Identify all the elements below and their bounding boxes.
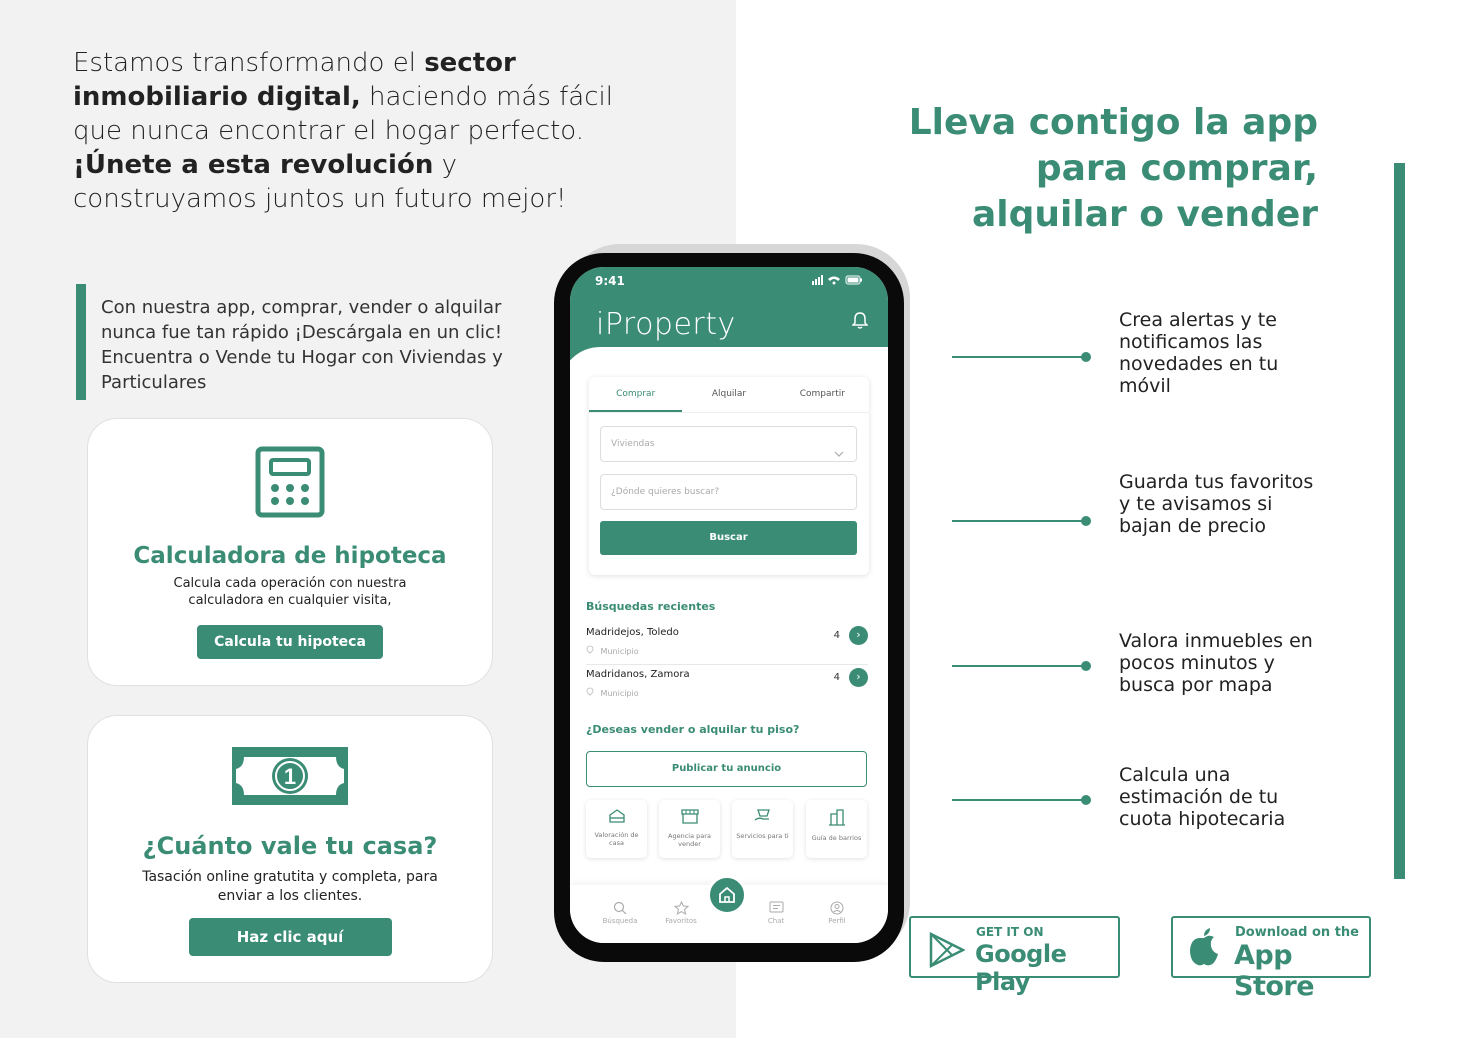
tile-selling-agency[interactable] <box>659 800 720 858</box>
tabbar-favorites-label: Favoritos <box>665 917 697 925</box>
search-icon <box>590 901 650 917</box>
arrow-right-icon[interactable]: › <box>849 626 868 645</box>
feature-favorites: Guarda tus favoritos y te avisamos si bajan de precio <box>1119 471 1314 537</box>
tabbar-chat[interactable] <box>746 901 806 925</box>
sell-rent-title: ¿Deseas vender o alquilar tu piso? <box>586 723 800 736</box>
tabbar-favorites[interactable] <box>651 901 711 925</box>
mortgage-title: Calculadora de hipoteca <box>133 543 447 569</box>
app-store-small: Download on the <box>1235 925 1359 940</box>
tile-label: Servicios para ti <box>736 832 789 840</box>
calculator-icon <box>255 446 325 522</box>
property-type-select[interactable] <box>600 426 857 462</box>
tabbar-profile[interactable] <box>807 901 867 925</box>
buildings-icon <box>806 808 867 830</box>
tile-label: Guía de barrios <box>811 834 862 842</box>
feature-connector <box>952 356 1086 358</box>
search-input[interactable]: ¿Dónde quieres buscar? <box>600 474 857 510</box>
search-card <box>589 377 869 575</box>
feature-alerts: Crea alertas y te notificamos las novedades en tu móvil <box>1119 309 1279 397</box>
house-value-text: Tasación online gratutita y completa, para enviar a los clientes. <box>142 869 438 904</box>
google-play-icon <box>929 932 965 972</box>
tile-label: Valoración de casa <box>594 831 639 847</box>
star-icon <box>651 901 711 917</box>
intro-text <box>73 46 633 216</box>
tab-buy[interactable]: Comprar <box>589 377 682 412</box>
banknote-icon <box>232 747 348 809</box>
apple-icon <box>1187 926 1221 972</box>
google-play-badge[interactable] <box>909 916 1120 996</box>
intro-part-2: haciendo más fácil que nunca encontrar el hogar perfecto. <box>73 82 613 146</box>
recent-count: 4 <box>833 672 840 683</box>
publish-listing-button[interactable]: Publicar tu anuncio <box>586 751 867 787</box>
feature-valuation: Valora inmuebles en pocos minutos y busca por mapa <box>1119 630 1313 696</box>
app-store-badge[interactable] <box>1171 916 1371 1002</box>
chat-icon <box>746 901 806 917</box>
tabbar-search-label: Búsqueda <box>602 917 638 925</box>
feature-dot <box>1081 352 1091 362</box>
app-quote: Con nuestra app, comprar, vender o alquilar nunca fue tan rápido ¡Descárgala en un clic! Encuentra o Vende tu Hogar con Viviendas y Particulares <box>76 284 536 400</box>
click-here-button[interactable]: Haz clic aquí <box>189 918 392 956</box>
feature-connector <box>952 665 1086 667</box>
house-value-icon <box>586 808 647 827</box>
tile-house-valuation[interactable] <box>586 800 647 858</box>
home-icon <box>710 878 744 912</box>
feature-dot <box>1081 661 1091 671</box>
app-store-big: App Store <box>1234 940 1315 1002</box>
mortgage-card <box>87 418 493 686</box>
mortgage-text: Calcula cada operación con nuestra calculadora en cualquier visita, <box>173 576 407 608</box>
property-type-value: Viviendas <box>611 439 655 449</box>
user-icon <box>807 901 867 917</box>
home-button[interactable] <box>707 875 747 915</box>
feature-dot <box>1081 795 1091 805</box>
bottom-tabbar <box>570 885 888 943</box>
recent-sub-label: Municipio <box>600 689 639 698</box>
tab-rent[interactable]: Alquilar <box>711 389 747 399</box>
operation-tabs <box>589 377 869 413</box>
hand-services-icon <box>732 808 793 828</box>
status-icons <box>812 274 864 289</box>
accent-bar <box>1394 163 1405 879</box>
headline: Lleva contigo la app para comprar, alquilar o vender <box>908 102 1318 235</box>
house-value-title: ¿Cuánto vale tu casa? <box>142 832 438 860</box>
pin-icon <box>586 687 594 696</box>
recent-sub <box>586 687 639 698</box>
feature-mortgage: Calcula una estimación de tu cuota hipotecaria <box>1119 764 1286 830</box>
house-value-card <box>87 715 493 983</box>
feature-connector <box>952 520 1086 522</box>
search-button[interactable]: Buscar <box>600 521 857 555</box>
recent-searches-title: Búsquedas recientes <box>586 600 716 613</box>
pin-icon <box>586 645 594 654</box>
calculate-mortgage-button[interactable]: Calcula tu hipoteca <box>197 625 383 659</box>
recent-place: Madridanos, Zamora <box>586 669 690 680</box>
intro-bold-2: ¡Únete a esta revolución <box>73 150 434 180</box>
store-icon <box>659 808 720 828</box>
phone-screen <box>570 267 888 943</box>
recent-search-item[interactable] <box>586 625 868 665</box>
intro-part-1: Estamos transformando el <box>73 48 425 78</box>
google-play-small: GET IT ON <box>976 925 1044 939</box>
chevron-down-icon <box>834 439 844 473</box>
recent-place: Madridejos, Toledo <box>586 627 679 638</box>
status-time: 9:41 <box>595 274 625 288</box>
bell-icon[interactable] <box>852 311 868 333</box>
tab-share[interactable]: Compartir <box>799 389 845 399</box>
feature-dot <box>1081 516 1091 526</box>
tabbar-profile-label: Perfil <box>828 917 846 925</box>
svg-text:1: 1 <box>283 764 297 789</box>
arrow-right-icon[interactable]: › <box>849 668 868 687</box>
recent-sub-label: Municipio <box>600 647 639 656</box>
google-play-big: Google Play <box>975 940 1067 996</box>
tabbar-search[interactable] <box>590 901 650 925</box>
tile-services[interactable] <box>732 800 793 858</box>
intro-bold-1: sector inmobiliario digital, <box>73 48 516 112</box>
recent-search-item[interactable] <box>586 667 868 707</box>
app-logo: iProperty <box>596 307 736 342</box>
feature-connector <box>952 799 1086 801</box>
recent-sub <box>586 645 639 656</box>
recent-count: 4 <box>833 630 840 641</box>
tile-neighborhood-guide[interactable] <box>806 800 867 858</box>
tabbar-chat-label: Chat <box>767 917 785 925</box>
tile-label: Agencia para vender <box>668 832 711 848</box>
intro-part-3: y construyamos juntos un futuro mejor! <box>73 150 567 214</box>
